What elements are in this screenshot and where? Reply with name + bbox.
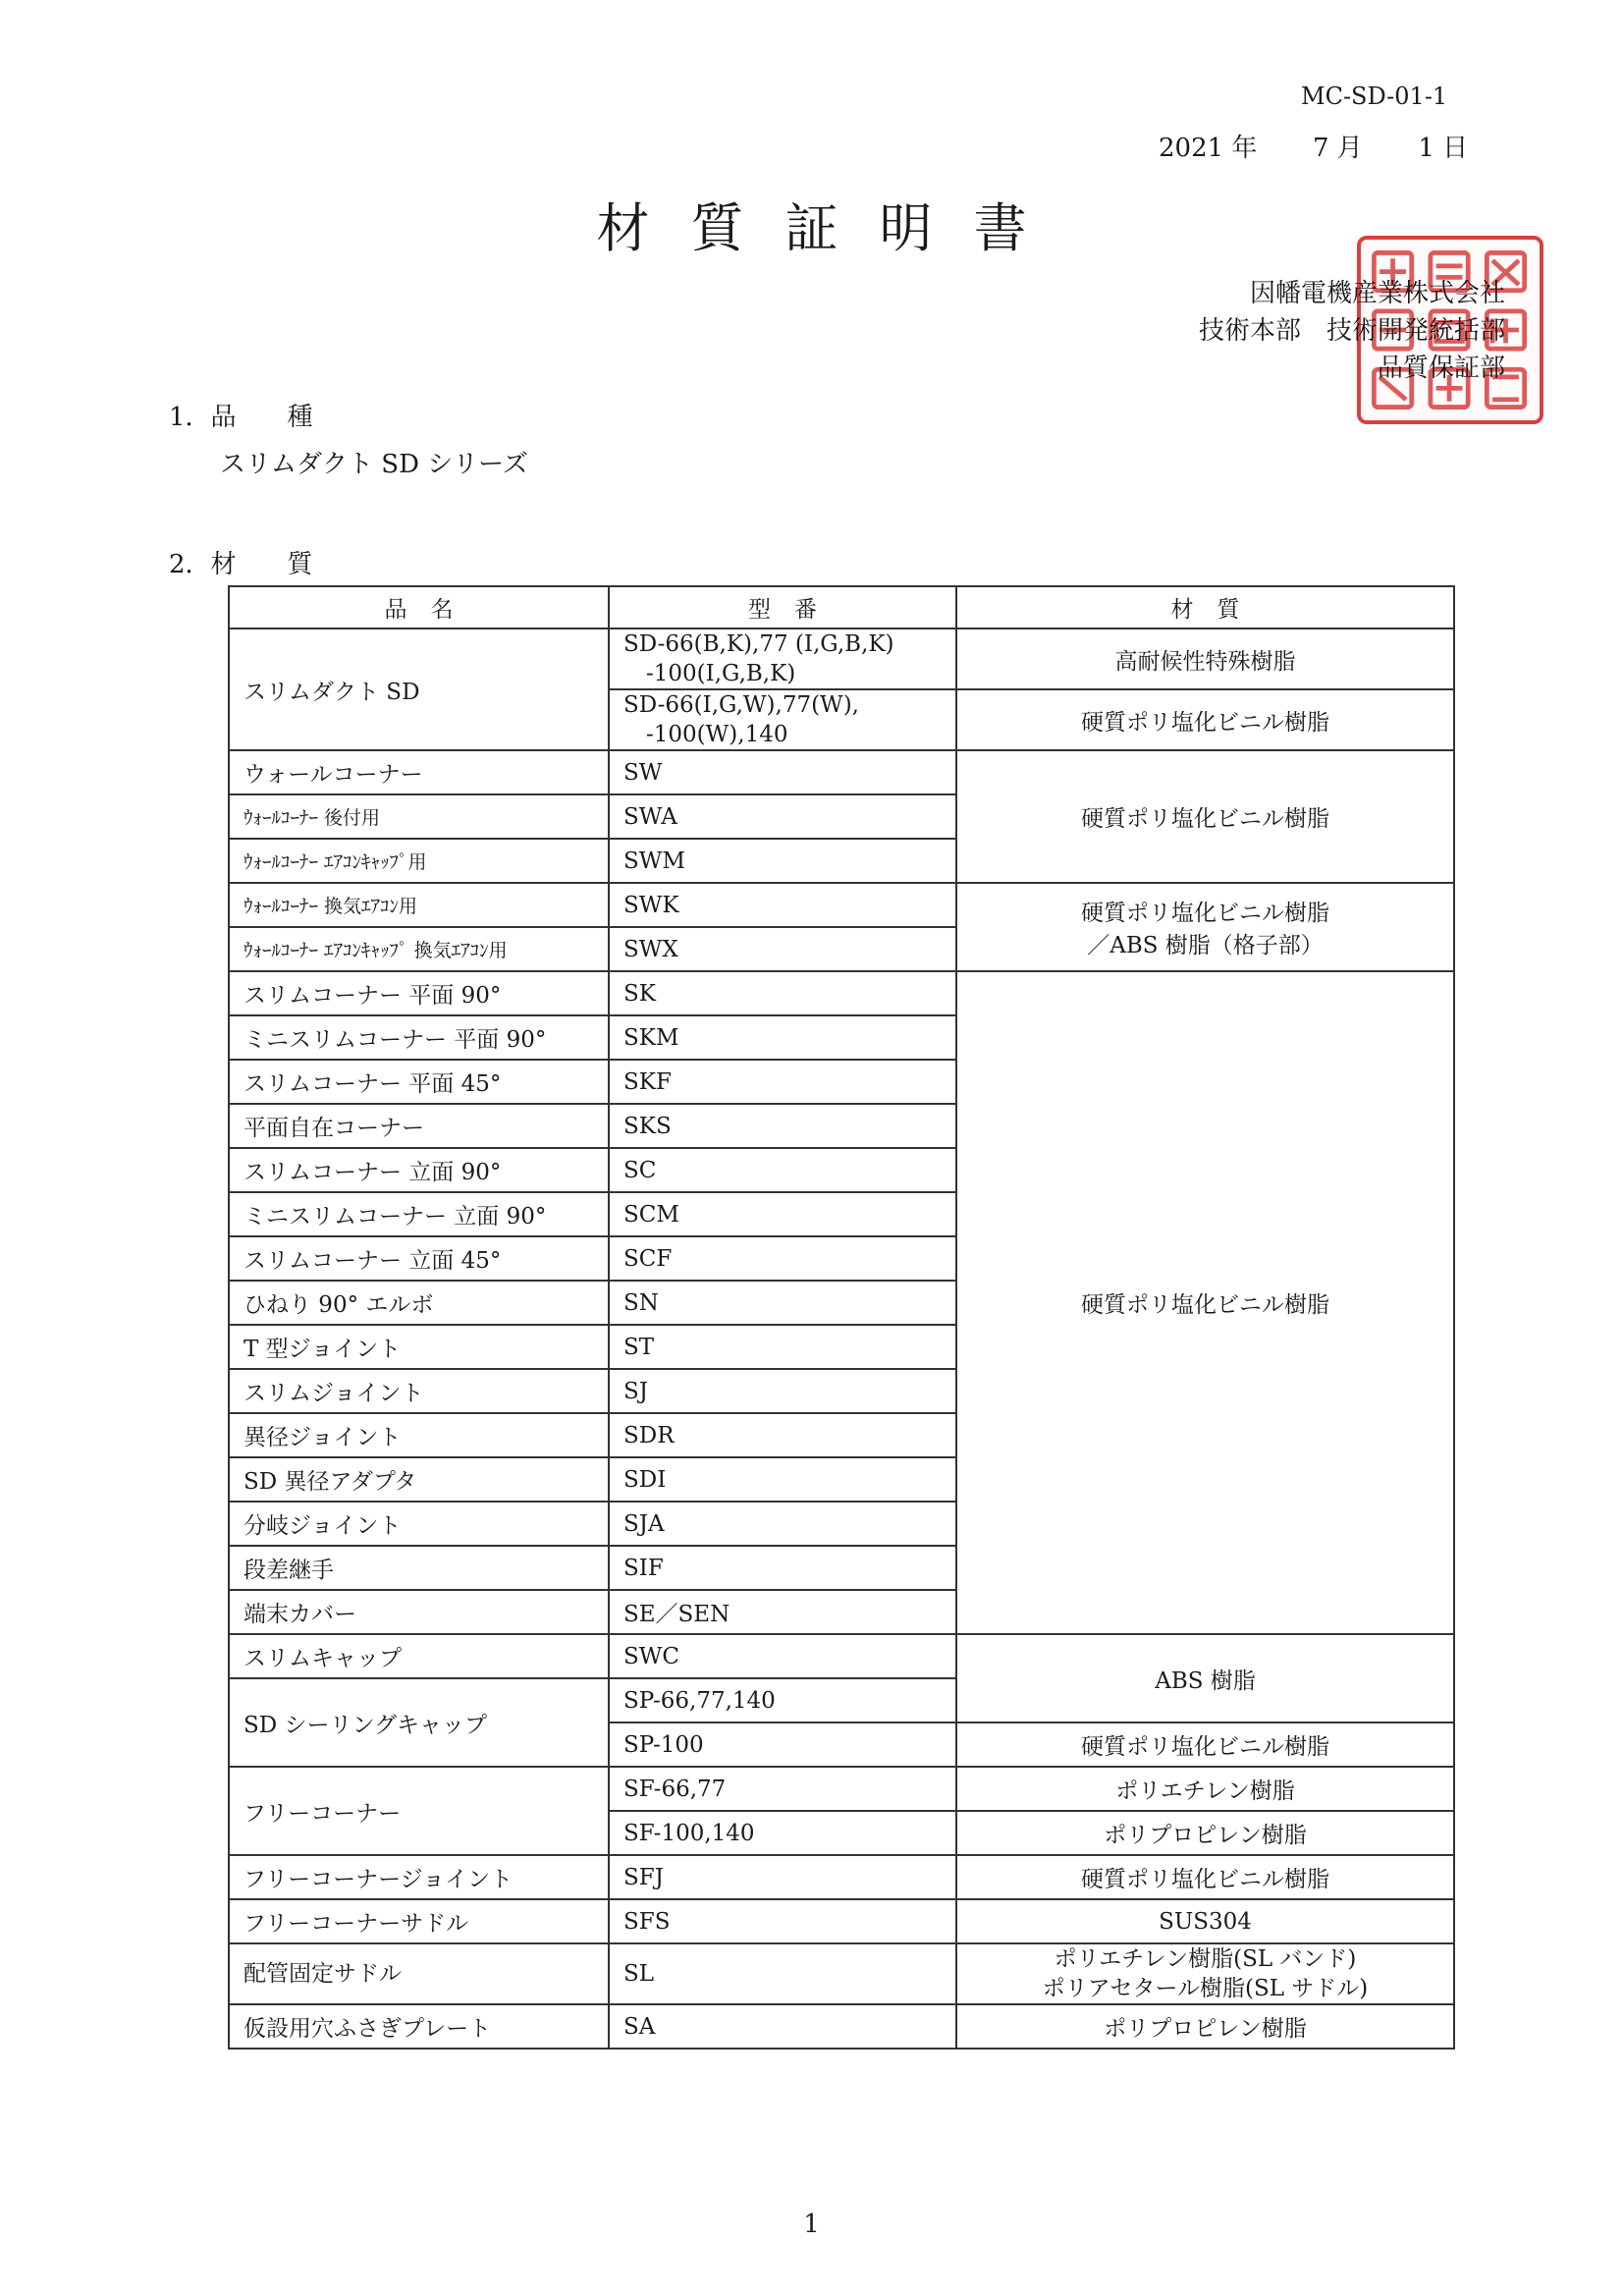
material: SUS304: [956, 1899, 1454, 1943]
model-number: SF-66,77: [609, 1767, 956, 1811]
material: 硬質ポリ塩化ビニル樹脂: [956, 689, 1454, 750]
issuer-block: [1199, 275, 1505, 387]
model-number: SE／SEN: [609, 1590, 956, 1634]
material: 高耐候性特殊樹脂: [956, 629, 1454, 689]
material: 硬質ポリ塩化ビニル樹脂: [956, 750, 1454, 883]
product-name: スリムコーナー 立面 90°: [229, 1148, 609, 1192]
document-title: 材質証明書: [596, 197, 1068, 259]
material: 硬質ポリ塩化ビニル樹脂: [956, 971, 1454, 1634]
model-number: SKF: [609, 1060, 956, 1104]
product-name: SD 異径アダプタ: [229, 1457, 609, 1502]
product-name: フリーコーナーサドル: [229, 1899, 609, 1943]
product-name: 仮設用穴ふさぎプレート: [229, 2004, 609, 2049]
model-number: SCM: [609, 1192, 956, 1236]
product-name: SD シーリングキャップ: [229, 1678, 609, 1767]
product-name: 平面自在コーナー: [229, 1104, 609, 1148]
model-number: SKS: [609, 1104, 956, 1148]
material: 硬質ポリ塩化ビニル樹脂: [956, 1855, 1454, 1899]
table-header-row: [229, 586, 1454, 629]
table-row: [229, 750, 1454, 794]
model-number: SDR: [609, 1413, 956, 1457]
product-name: スリムキャップ: [229, 1634, 609, 1678]
product-name: ｳｫｰﾙｺｰﾅｰ ｴｱｺﾝｷｬｯﾌﾟ用: [229, 839, 609, 883]
issuer-company: 因幡電機産業株式会社: [1249, 279, 1505, 308]
table-row: [229, 883, 1454, 927]
model-number: SDI: [609, 1457, 956, 1502]
product-name: スリムコーナー 平面 90°: [229, 971, 609, 1015]
material: ポリエチレン樹脂(SL バンド) ポリアセタール樹脂(SL サドル): [956, 1943, 1454, 2004]
material: ABS 樹脂: [956, 1634, 1454, 1722]
model-number: ST: [609, 1325, 956, 1369]
table-row: [229, 1943, 1454, 2004]
issuer-section: 品質保証部: [1377, 354, 1505, 383]
model-number: SJ: [609, 1369, 956, 1413]
model-number: SD-66(I,G,W),77(W), -100(W),140: [609, 689, 956, 750]
material: 硬質ポリ塩化ビニル樹脂: [956, 1722, 1454, 1767]
model-number: SP-100: [609, 1722, 956, 1767]
model-number: SK: [609, 971, 956, 1015]
product-name: T 型ジョイント: [229, 1325, 609, 1369]
header-material: 材質: [956, 586, 1454, 629]
product-name: ｳｫｰﾙｺｰﾅｰ ｴｱｺﾝｷｬｯﾌﾟ 換気ｴｱｺﾝ用: [229, 927, 609, 971]
product-name: ミニスリムコーナー 平面 90°: [229, 1015, 609, 1060]
date-day: 1 日: [1418, 134, 1469, 163]
table-row: [229, 1855, 1454, 1899]
document-number: MC-SD-01-1: [1301, 82, 1448, 110]
model-number: SCF: [609, 1236, 956, 1281]
product-name: ひねり 90° エルボ: [229, 1281, 609, 1325]
material: ポリプロピレン樹脂: [956, 1811, 1454, 1855]
product-name: スリムダクト SD: [229, 629, 609, 750]
product-name: フリーコーナー: [229, 1767, 609, 1855]
section-2-title: 2．材 質: [169, 550, 313, 579]
product-name: スリムコーナー 立面 45°: [229, 1236, 609, 1281]
product-name: フリーコーナージョイント: [229, 1855, 609, 1899]
product-name: ウォールコーナー: [229, 750, 609, 794]
header-model: 型番: [609, 586, 956, 629]
table-row: [229, 2004, 1454, 2049]
model-number: SWX: [609, 927, 956, 971]
issue-date: [1159, 128, 1468, 164]
model-number: SP-66,77,140: [609, 1678, 956, 1722]
model-number: SKM: [609, 1015, 956, 1060]
model-number: SD-66(B,K),77 (I,G,B,K) -100(I,G,B,K): [609, 629, 956, 689]
product-name: ｳｫｰﾙｺｰﾅｰ 換気ｴｱｺﾝ用: [229, 883, 609, 927]
table-row: [229, 1634, 1454, 1678]
model-number: SC: [609, 1148, 956, 1192]
date-year: 2021 年: [1159, 134, 1258, 163]
product-name: ｳｫｰﾙｺｰﾅｰ 後付用: [229, 794, 609, 839]
table-row: [229, 1899, 1454, 1943]
table-row: [229, 971, 1454, 1015]
model-number: SL: [609, 1943, 956, 2004]
table-row: [229, 1767, 1454, 1811]
model-number: SN: [609, 1281, 956, 1325]
model-number: SIF: [609, 1546, 956, 1590]
model-number: SFJ: [609, 1855, 956, 1899]
product-name: スリムコーナー 平面 45°: [229, 1060, 609, 1104]
model-number: SWK: [609, 883, 956, 927]
model-number: SWC: [609, 1634, 956, 1678]
header-name: 品名: [229, 586, 609, 629]
model-number: SF-100,140: [609, 1811, 956, 1855]
model-number: SA: [609, 2004, 956, 2049]
product-name: 分岐ジョイント: [229, 1502, 609, 1546]
product-name: スリムジョイント: [229, 1369, 609, 1413]
material: ポリプロピレン樹脂: [956, 2004, 1454, 2049]
product-name: 段差継手: [229, 1546, 609, 1590]
model-number: SFS: [609, 1899, 956, 1943]
model-number: SWA: [609, 794, 956, 839]
model-number: SJA: [609, 1502, 956, 1546]
model-number: SW: [609, 750, 956, 794]
product-name: 異径ジョイント: [229, 1413, 609, 1457]
product-name: ミニスリムコーナー 立面 90°: [229, 1192, 609, 1236]
material: 硬質ポリ塩化ビニル樹脂 ／ABS 樹脂（格子部）: [956, 883, 1454, 971]
product-name: 端末カバー: [229, 1590, 609, 1634]
table-row: [229, 629, 1454, 689]
materials-table: [228, 585, 1455, 2050]
product-name: 配管固定サドル: [229, 1943, 609, 2004]
material: ポリエチレン樹脂: [956, 1767, 1454, 1811]
page-number: 1: [803, 2210, 820, 2239]
section-1-title: 1．品 種: [169, 403, 313, 432]
product-series: スリムダクト SD シリーズ: [220, 450, 528, 479]
date-month: 7 月: [1312, 134, 1363, 163]
issuer-department: 技術本部 技術開発統括部: [1198, 316, 1505, 346]
model-number: SWM: [609, 839, 956, 883]
